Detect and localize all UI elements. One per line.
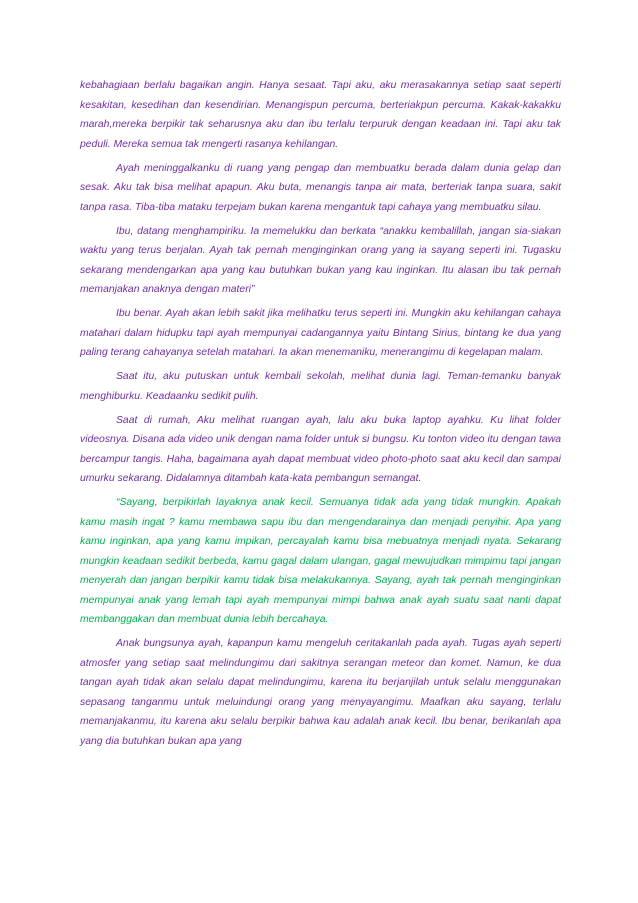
- paragraph-1: kebahagiaan berlalu bagaikan angin. Hanya sesaat. Tapi aku, aku merasakannya setiap saat seperti kesakitan, kesedihan dan kesendirian. Menangispun percuma, berteriakpun percuma. Kakak-kakakku marah,mereka berpikir tak seharusnya aku dan ibu terlalu terpuruk dengan keadaan ini. Tapi aku tak peduli. Mereka semua tak mengerti rasanya kehilangan.: [80, 80, 561, 150]
- paragraph-6: Saat di rumah, Aku melihat ruangan ayah, lalu aku buka laptop ayahku. Ku lihat folder videosnya. Disana ada video unik dengan nama folder untuk si bungsu. Ku tonton video itu dengan tawa bercampur tangis. Haha, bagaimana ayah dapat membuat video photo-photo saat aku kecil dan sampai umurku sekarang. Didalamnya ditambah kata-kata pembangun semangat.: [80, 414, 561, 484]
- paragraph-3: Ibu, datang menghampiriku. Ia memelukku dan berkata “anakku kembalillah, jangan sia-siakan waktu yang terus berjalan. Ayah tak pernah menginginkan orang yang ia sayang seperti ini. Tugasku sekarang mendengarkan apa yang kau butuhkan bukan yang kau inginkan. Itu alasan ibu tak pernah memanjakan anaknya dengan materi”: [80, 225, 561, 295]
- paragraph-7: “Sayang, berpikirlah layaknya anak kecil. Semuanya tidak ada yang tidak mungkin. Apakah kamu masih ingat ? kamu membawa sapu ibu dan mengendarainya dan menjadi penyihir. Apa yang kamu inginkan, apa yang kamu impikan, percayalah kamu bisa mebuatnya menjadi nyata. Sekarang mungkin keadaan sedikit berbeda, kamu gagal dalam ulangan, gagal mewujudkan mimpimu tapi jangan menyerah dan jangan berpikir kamu tidak bisa melakukannya. Sayang, ayah tak pernah menginginkan mempunyai anak yang lemah tapi ayah mempunyai mimpi bahwa anak ayah suatu saat nanti dapat membanggakan dan membuat dunia lebih bercahaya.: [80, 497, 561, 625]
- paragraph-4: Ibu benar. Ayah akan lebih sakit jika melihatku terus seperti ini. Mungkin aku kehilangan cahaya matahari dalam hidupku tapi ayah mempunyai cadangannya yaitu Bintang Sirius, bintang ke dua yang paling terang cahayanya setelah matahari. Ia akan menemaniku, menerangimu di kegelapan malam.: [80, 308, 561, 358]
- paragraph-5: Saat itu, aku putuskan untuk kembali sekolah, melihat dunia lagi. Teman-temanku banyak menghiburku. Keadaanku sedikit pulih.: [80, 371, 561, 402]
- paragraph-2: Ayah meninggalkanku di ruang yang pengap dan membuatku berada dalam dunia gelap dan sesak. Aku tak bisa melihat apapun. Aku buta, menangis tanpa air mata, berteriak tanpa suara, sakit tanpa rasa. Tiba-tiba mataku terpejam bukan karena mengantuk tapi cahaya yang membuatku silau.: [80, 162, 561, 213]
- paragraph-8: Anak bungsunya ayah, kapanpun kamu mengeluh ceritakanlah pada ayah. Tugas ayah seperti atmosfer yang setiap saat melindungimu dari sakitnya serangan meteor dan komet. Namun, ke dua tangan ayah tidak akan selalu dapat melindungimu, karena itu berjanjilah untuk selalu menggunakan sepasang tanganmu untuk meluindungi orang yang menyayangimu. Maafkan aku sayang, terlalu memanjakanmu, itu karena aku selalu berpikir bahwa kau adalah anak kecil. Ibu benar, berikanlah apa yang dia butuhkan bukan apa yang: [80, 638, 561, 747]
- document-body: [80, 76, 561, 756]
